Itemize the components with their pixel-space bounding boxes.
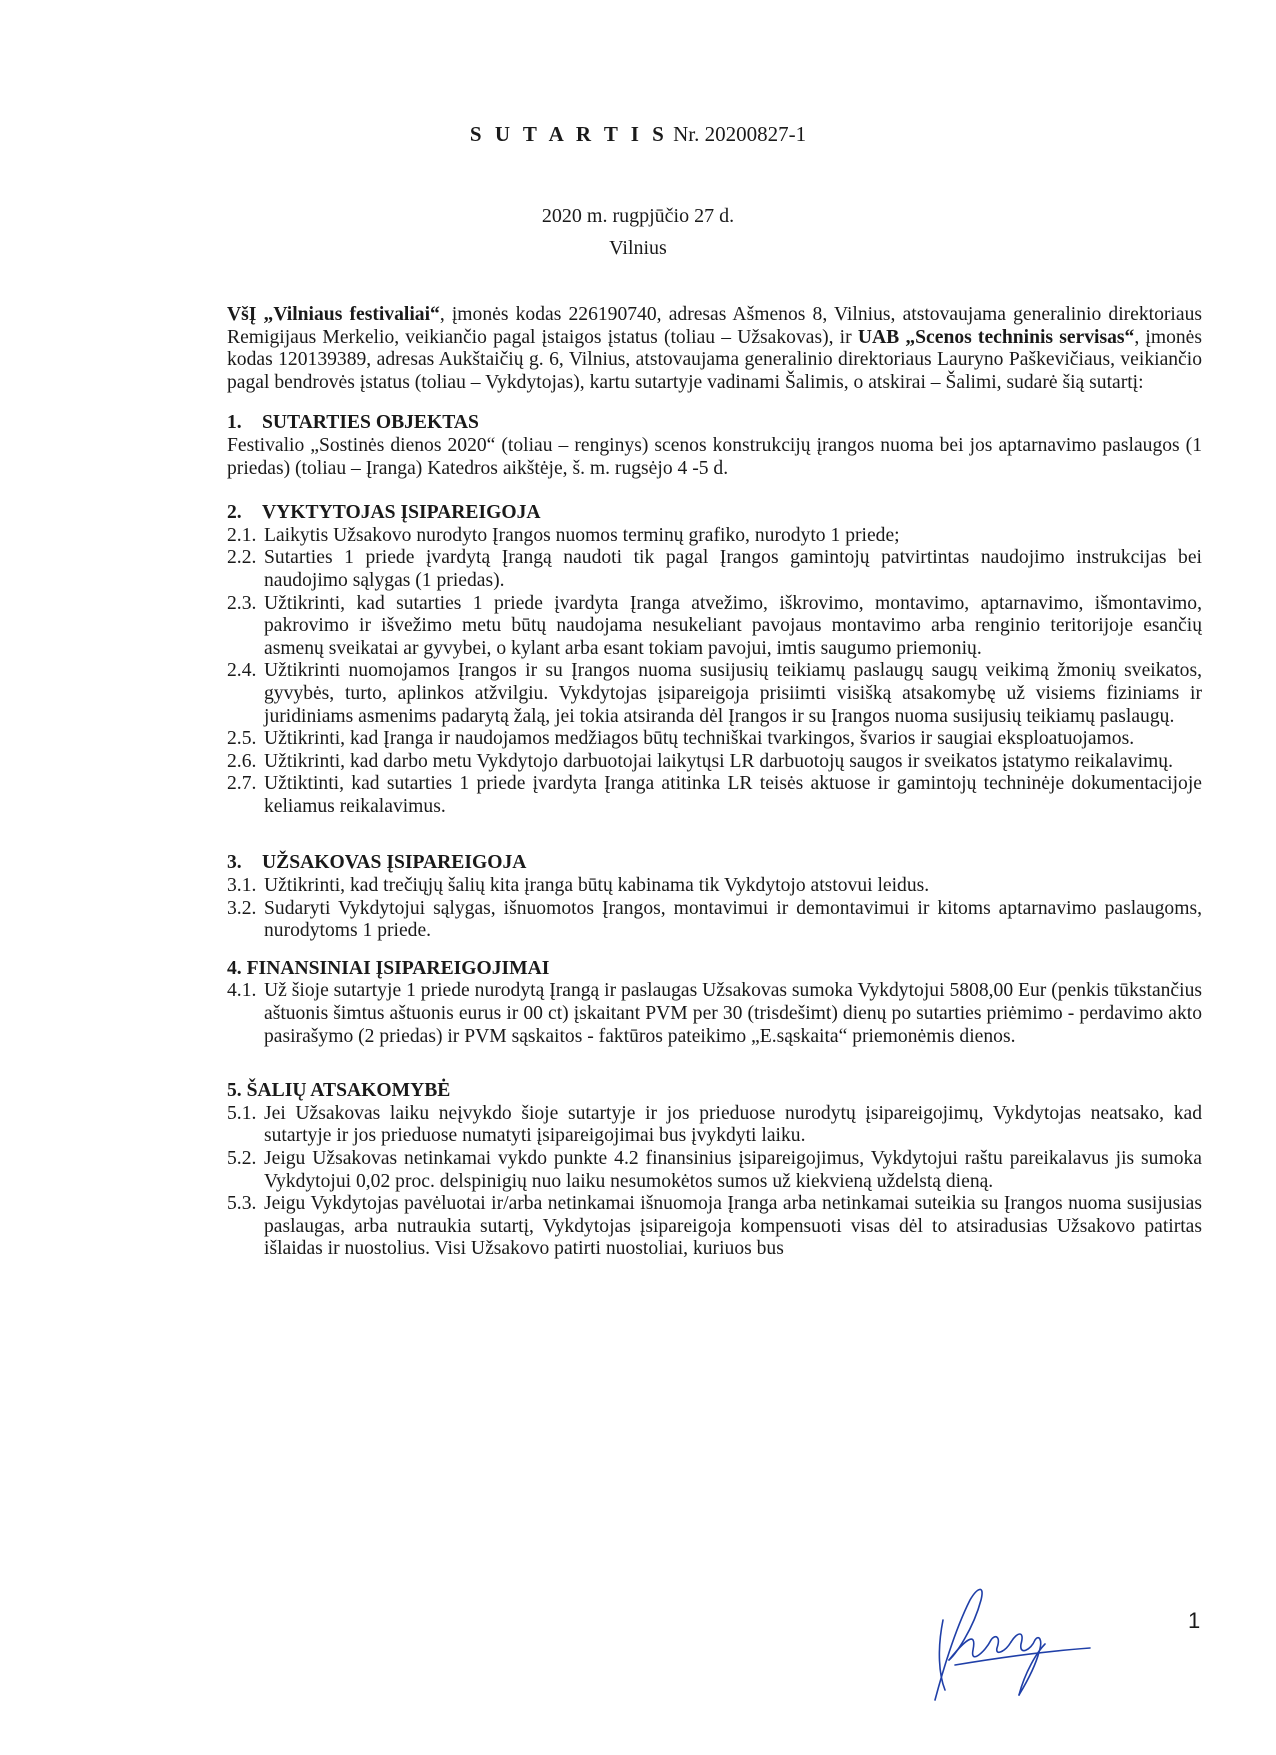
section-2-heading: 2. VYKTYTOJAS ĮSIPAREIGOJA (227, 502, 541, 524)
section-1 (227, 412, 1202, 480)
list-item: 2.5. Užtikrinti, kad Įranga ir naudojamos medžiagos būtų techniškai tvarkingos, švarios ir saugiai eksploatuojamos. (227, 728, 1135, 750)
list-item: 2.6. Užtikrinti, kad darbo metu Vykdytojo darbuotojai laikytųsi LR darbuotojų saugos ir sveikatos įstatymo reikalavimų. (227, 750, 1173, 772)
list-item: 3.2. Sudaryti Vykdytojui sąlygas, išnuomotos Įrangos, montavimui ir demontavimui ir kitoms aptarnavimo paslaugoms, nurodytoms 1 priede. (227, 897, 1202, 942)
section-3-heading: 3. UŽSAKOVAS ĮSIPAREIGOJA (227, 852, 527, 874)
section-5 (227, 1080, 1202, 1261)
intro-paragraph (227, 304, 1202, 394)
page-number: 1 (1188, 1608, 1201, 1633)
party2-name: UAB „Scenos techninis servisas“ (857, 326, 1135, 348)
list-item: 2.3. Užtikrinti, kad sutarties 1 priede įvardyta Įranga atvežimo, iškrovimo, montavimo, aptarnavimo, išmontavimo, pakrovimo ir išvežimo metu būtų naudojama nesukeliant pavojaus montavimo arba renginio teritorijoje esančių asmenų sveikatai ar gyvybei, o kylant arba esant tokiam pavojui, imtis saugumo priemonių. (227, 592, 1202, 659)
list-item: 5.2. Jeigu Užsakovas netinkamai vykdo punkte 4.2 finansinius įsipareigojimus, Vykdytojui raštu pareikalavus jis sumoka Vykdytojui 0,02 proc. delspinigių nuo laiku nesumokėtos sumos už kiekvieną uždelstą dieną. (227, 1148, 1202, 1192)
list-item: 2.4. Užtikrinti nuomojamos Įrangos ir su Įrangos nuoma susijusių teikiamų paslaugų saugų veikimą žmonių sveikatos, gyvybės, turto, aplinkos atžvilgiu. Vykdytojas įsipareigoja prisiimti visišką atsakomybę už visiems fiziniams ir juridiniams asmenims padarytą žalą, jei tokia atsiranda dėl Įrangos ir su Įrangos nuoma susijusių teikiamų paslaugų. (227, 660, 1202, 727)
intro-text-1: , įmonės kodas 226190740, adresas Ašmenos 8, Vilnius, atstovaujama generalinio direktoriaus Remigijaus Merkelio, veikiančio pagal įstaigos įstatus (toliau – Užsakovas), ir (227, 304, 1202, 348)
section-3 (227, 852, 1202, 942)
section-5-heading: 5. ŠALIŲ ATSAKOMYBĖ (227, 1080, 451, 1102)
contract-body (227, 304, 1202, 1261)
title-spaced: S U T A R T I S (469, 122, 668, 146)
section-4-heading: 4. FINANSINIAI ĮSIPAREIGOJIMAI (227, 957, 550, 979)
title-number: Nr. 20200827-1 (667, 122, 807, 146)
section-4 (227, 958, 1202, 1048)
list-item: 4.1. Už šioje sutartyje 1 priede nurodytą Įrangą ir paslaugas Užsakovas sumoka Vykdytojui 5808,00 Eur (penkis tūkstančius aštuonis šimtus aštuonis eurus ir 00 ct) įskaitant PVM per 30 (trisdešimt) dienų po sutarties priėmimo - perdavimo akto pasirašymo (2 priedas) ir PVM sąskaitos - faktūros pateikimo „E.sąskaita“ priemonėmis dienos. (227, 980, 1202, 1047)
list-item: 2.7. Užtiktinti, kad sutarties 1 priede įvardyta Įranga atitinka LR teisės aktuose ir gamintojų techninėje dokumentacijoje keliamus reikalavimus. (227, 773, 1202, 817)
signature-icon (915, 1560, 1095, 1710)
list-item: 2.1. Laikytis Užsakovo nurodyto Įrangos nuomos terminų grafiko, nurodyto 1 priede; (227, 524, 900, 546)
contract-date: 2020 m. rugpjūčio 27 d. (541, 205, 735, 227)
list-item: 5.1. Jei Užsakovas laiku neįvykdo šioje sutartyje ir jos prieduose nurodytų įsipareigojimų, Vykdytojas neatsako, kad sutartyje ir jos prieduose numatyti įsipareigojimai bus įvykdyti laiku. (227, 1102, 1202, 1147)
section-1-heading: 1. SUTARTIES OBJEKTAS (227, 412, 479, 434)
party1-name: VšĮ „Vilniaus festivaliai“ (227, 304, 440, 325)
list-item: 2.2. Sutarties 1 priede įvardytą Įrangą naudoti tik pagal Įrangos gamintojų patvirtintas naudojimo instrukcijas bei naudojimo sąlygas (1 priedas). (227, 547, 1202, 591)
intro-text-2: , įmonės kodas 120139389, adresas Aukštaičių g. 6, Vilnius, atstovaujama generalinio direktoriaus Lauryno Paškevičiaus, veikiančio pagal bendrovės įstatus (toliau – Vykdytojas), kartu sutartyje vadinami Šalimis, o atskirai – Šalimi, sudarė šią sutartį: (227, 326, 1202, 393)
list-item: 3.1. Užtikrinti, kad trečiųjų šalių kita įranga būtų kabinama tik Vykdytojo atstovui leidus. (227, 875, 930, 897)
list-item: 5.3. Jeigu Vykdytojas pavėluotai ir/arba netinkamai išnuomoja Įranga arba netinkamai suteikia su Įrangos nuoma susijusias paslaugas, arba nutraukia sutartį, Vykdytojas įsipareigoja kompensuoti visas dėl to atsiradusias Užsakovo patirtas išlaidas ir nuostolius. Visi Užsakovo patirti nuostoliai, kuriuos bus (227, 1193, 1202, 1260)
contract-city: Vilnius (609, 237, 667, 259)
contract-title (0, 122, 1276, 147)
section-1-text: Festivalio „Sostinės dienos 2020“ (toliau – renginys) scenos konstrukcijų įrangos nuoma bei jos aptarnavimo paslaugos (1 priedas) (toliau – Įranga) Katedros aikštėje, š. m. rugsėjo 4 -5 d. (227, 434, 1202, 479)
contract-date-block (0, 200, 1276, 264)
section-2 (227, 502, 1202, 818)
